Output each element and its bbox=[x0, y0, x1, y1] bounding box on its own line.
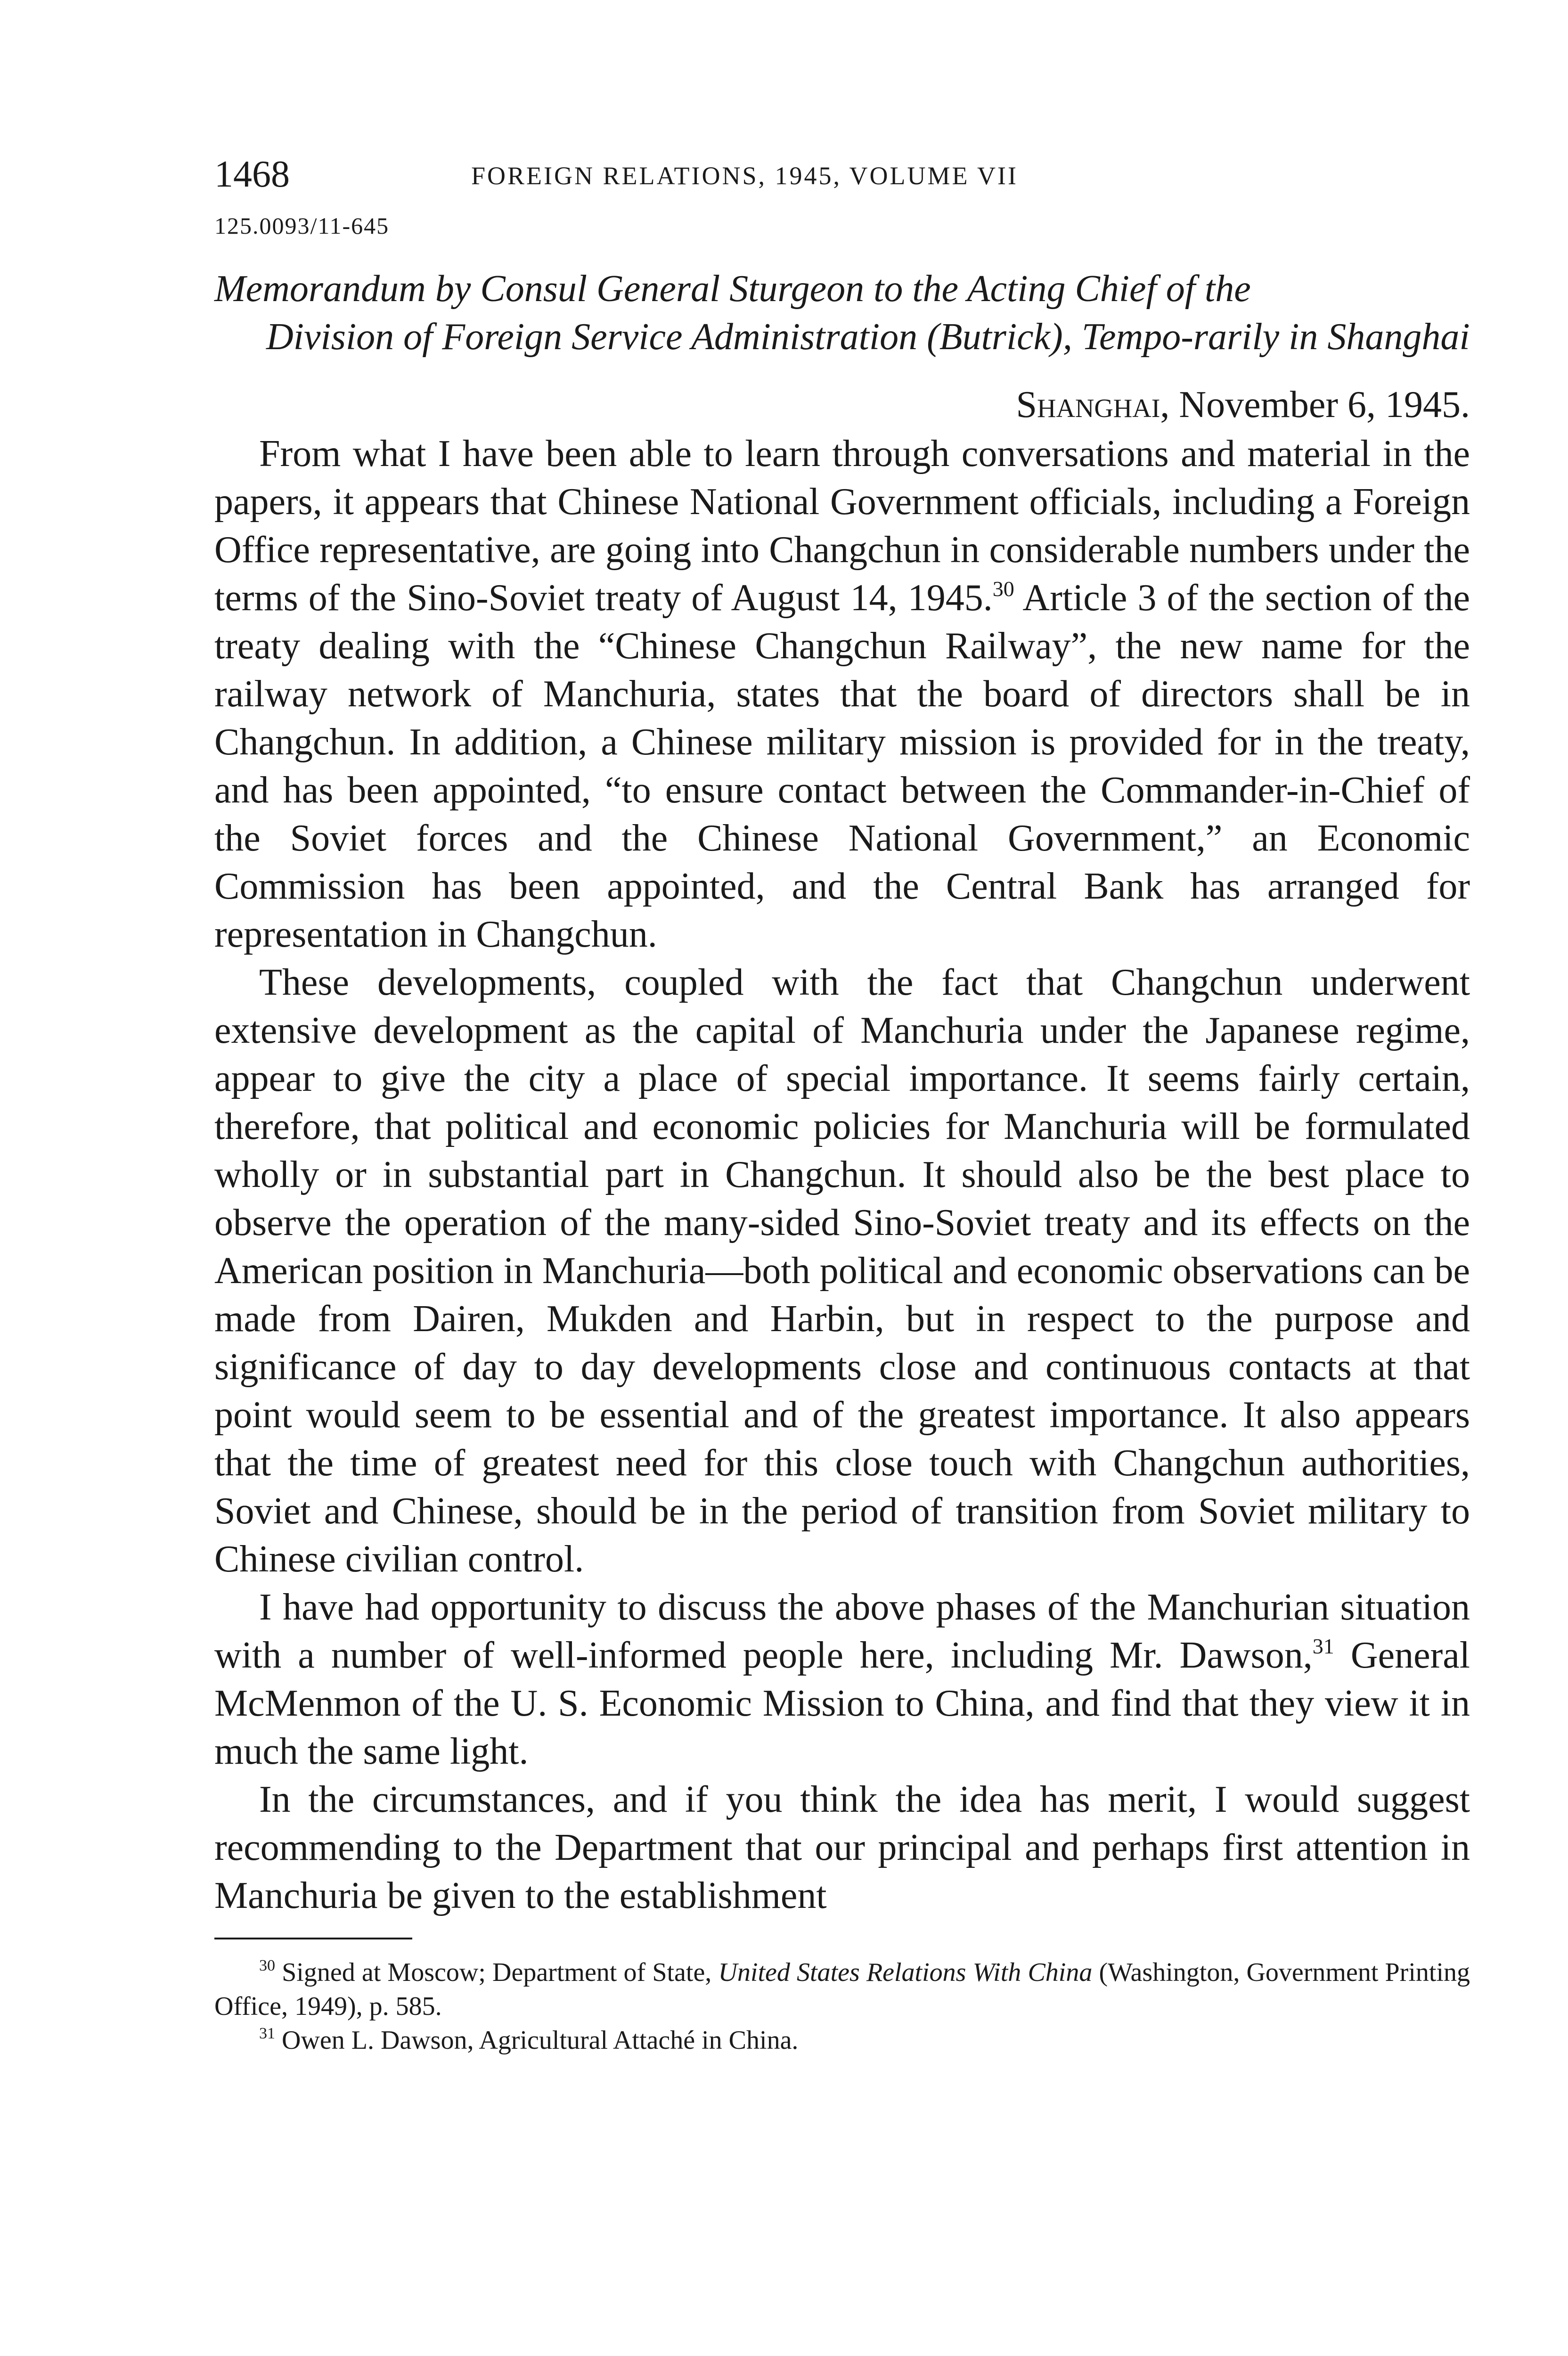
paragraph-2: These developments, coupled with the fact that Changchun underwent extensive development as the capital of Manchuria under the Japanese regime, appear to give the city a place of special importance. It seems fairly certain, therefore, that political and economic policies for Manchuria will be formulated wholly or in substantial part in Changchun. It should also be the best place to observe the operation of the many-sided Sino-Soviet treaty and its effects on the American position in Manchuria—both political and economic observations can be made from Dairen, Mukden and Harbin, but in respect to the purpose and significance of day to day developments close and continuous contacts at that point would seem to be essential and of the greatest importance. It also appears that the time of greatest need for this close touch with Changchun authorities, Soviet and Chinese, should be in the period of transition from Soviet military to Chinese civilian control. bbox=[214, 962, 1470, 1580]
footnote-ref-31[interactable]: 31 bbox=[1312, 1634, 1334, 1658]
paragraph-4: In the circumstances, and if you think the idea has merit, I would suggest recommending to the Department that our principal and perhaps first attention in Manchuria be given to the establishment bbox=[214, 1779, 1470, 1916]
footnote-number: 30 bbox=[259, 1957, 275, 1974]
paragraph-3 bbox=[214, 1583, 1470, 1775]
page-number: 1468 bbox=[214, 154, 290, 195]
footnote-text: (Washington, Government Printing Office, 1949), p. 585. bbox=[214, 1958, 1470, 2021]
memorandum-body bbox=[214, 430, 1470, 1920]
paragraph-3-text-b: General McMenmon of the U. S. Economic Mission to China, and find that they view it in much the same light. bbox=[214, 1635, 1470, 1772]
page-header bbox=[214, 155, 1470, 207]
dateline bbox=[214, 381, 1470, 429]
paragraph-1 bbox=[214, 430, 1470, 958]
footnote-source-title: United States Relations With China bbox=[718, 1958, 1093, 1987]
running-head: FOREIGN RELATIONS, 1945, VOLUME VII bbox=[471, 162, 1018, 190]
paragraph-1-text-b: Article 3 of the section of the treaty dealing with the “Chinese Changchun Railway”, the new name for the railway network of Manchuria, states that the board of directors shall be in Changchun. In addition, a Chinese military mission is provided for in the treaty, and has been appointed, “to ensure contact between the Commander-in-Chief of the Soviet forces and the Chinese National Government,” an Economic Commission has been appointed, and the Central Bank has arranged for representation in Changchun. bbox=[214, 577, 1470, 955]
dateline-date: , November 6, 1945. bbox=[1160, 384, 1470, 425]
footnote-divider bbox=[214, 1938, 412, 1939]
footnotes bbox=[214, 1955, 1470, 2057]
page bbox=[214, 155, 1470, 2057]
paragraph-1-text-a: From what I have been able to learn through conversations and material in the papers, it appears that Chinese National Government officials, including a Foreign Office representative, are going into Changchun in considerable numbers under the terms of the Sino-Soviet treaty of August 14, 1945. bbox=[214, 433, 1470, 619]
footnote-number: 31 bbox=[259, 2025, 275, 2042]
file-number: 125.0093/11-645 bbox=[214, 213, 390, 239]
footnote-30 bbox=[214, 1955, 1470, 2023]
footnote-31 bbox=[214, 2023, 1470, 2057]
document-title bbox=[214, 265, 1470, 361]
document-title-line-2: Division of Foreign Service Administration (Butrick), Tempo-rarily in Shanghai bbox=[266, 316, 1470, 358]
footnote-text: Signed at Moscow; Department of State, bbox=[282, 1958, 719, 1987]
footnote-text: Owen L. Dawson, Agricultural Attaché in China. bbox=[282, 2026, 799, 2055]
footnote-ref-30[interactable]: 30 bbox=[992, 577, 1014, 601]
document-title-line-1: Memorandum by Consul General Sturgeon to the Acting Chief of the bbox=[214, 268, 1251, 310]
dateline-place: Shanghai bbox=[1016, 384, 1160, 425]
paragraph-3-text-a: I have had opportunity to discuss the above phases of the Manchurian situation with a number of well-informed people here, including Mr. Dawson, bbox=[214, 1587, 1470, 1676]
